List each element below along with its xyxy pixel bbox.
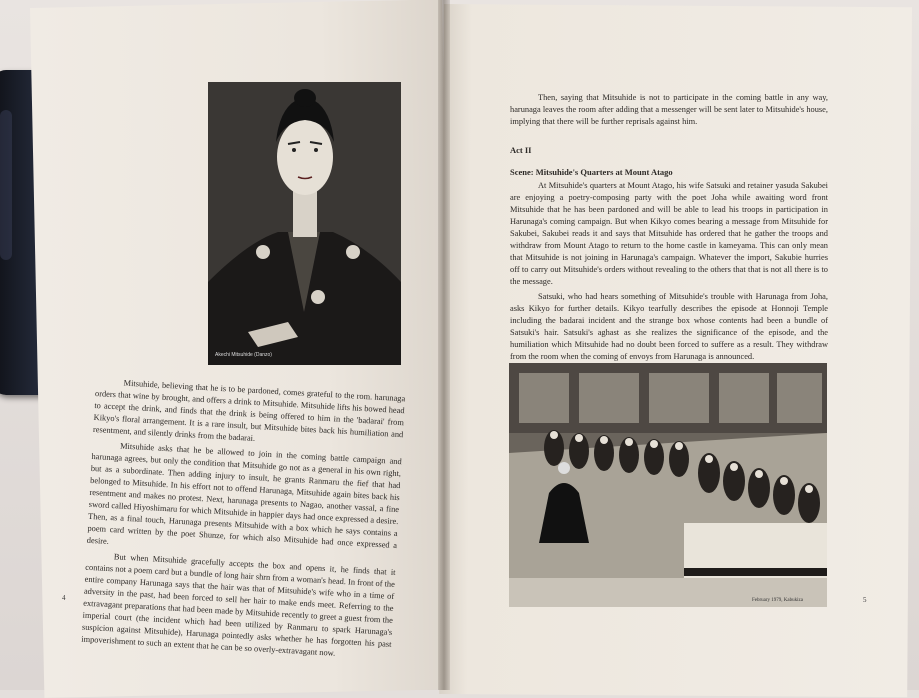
right-page-text	[510, 180, 828, 366]
left-page-number: 4	[62, 594, 66, 602]
book-gutter	[438, 0, 450, 690]
portrait-caption: Akechi Mitsuhide (Danzo)	[215, 352, 272, 358]
right-page-number: 5	[863, 596, 867, 604]
actor-portrait-photo	[208, 82, 401, 365]
left-paragraph: But when Mitsuhide gracefully accepts the box and opens it, he finds that it contains not a poem card but a bundle of long hair shrn from a woman's head. In front of the entire company Harunaga says that the hair was that of Mitsuhide's wife who in a time of adversity in the past, had been forced to sell her hair to make ends meet. Referring to the extravagant preparations that had been made by Mitsuhide recently to greet a guest from the imperial court (the incident which had been utilized by Ranmaru to spark Harunaga's suspicion against Mitsuhide), Harunaga pointedly asks whether he has forgotten his past impoverishment to such an extent that he can be so overly-extravagant now.	[81, 552, 396, 658]
act-heading: Act II	[510, 145, 532, 155]
right-intro-text	[510, 92, 828, 131]
left-page-text	[81, 376, 406, 666]
left-paragraph: Mitsuhide, believing that he is to be pardoned, comes grateful to the rom. harunaga orders that wine by brought, and offers a drink to Mitsuhide. Mitsuhide lifts his bowed head to accept the drink, and finds that the drink is being offered to him in the 'badarai' from Kikyo's floral arrangement. It is a rare insult, but Mitsuhide bites back his humiliation and resentment, and silently drinks from the badarai.	[92, 378, 406, 443]
stage-photo-caption: February 1979, Kabukiza	[752, 598, 803, 603]
right-paragraph: Satsuki, who had hears something of Mitsuhide's trouble with Harunaga from Joha, asks Kikyo for further details. Kikyo tearfully describes the episode at Honnoji Temple including the badarai incident and the strange box whose contents had been a bundle of Satsuki's hair. Satsuki's aghast as she realizes the significance of the episode, and the humiliation which Mitsuhide had no doubt been forced to suffere as a result. They withdraw from the room when the coming of envoys from Harunaga is announced.	[510, 292, 828, 361]
scene-heading: Scene: Mitsuhide's Quarters at Mount Atago	[510, 167, 673, 177]
stage-scene-photo	[509, 363, 827, 607]
left-paragraph: Mitsuhide asks that he be allowed to join in the coming battle campaign and harunaga agrees, but only the condition that Mitsuhide go not as a general in his own right, but as a subordinate. Then adding injury to insult, he grants Ranmaru the fief that had belonged to Mitsuhide. In his effort not to offend Harunaga, Mitsuhide again bites back his resentment and makes no protest. Next, harunaga presents to Nagao, another vassal, a fine sword called Hiyoshimaru for which Mitsuhide in happier days had once expressed a desire. Then, as a final touch, Harunaga presents Mitsuhide with a box which he says contains a poem card written by the poet Shunze, for which also Mitsuhide had once expressed a desire.	[86, 441, 402, 551]
intro-paragraph: Then, saying that Mitsuhide is not to participate in the coming battle in any way, harunaga leaves the room after adding that a messenger will be sent later to Mitsuhide's house, implying that there will be further reprisals against him.	[510, 93, 828, 126]
right-paragraph: At Mitsuhide's quarters at Mount Atago, his wife Satsuki and retainer yasuda Sakubei are enjoying a poetry-composing party with the poet Joha while awaiting word front Mitsuhide that he has been pardoned and will be able to lead his troops in participation in Harunaga's coming campaign. But when Kikyo comes bearing a message from Mitsuhide for Sakubei, Sakubei reads it and says that Mitsuhide has ordered that he gather the troops and withdraw from Mount Atago to return to the home castle in kameyama. This can only mean that Mitsuhide is not joining in Harunaga's campaign. Whatever the import, Sakubie hurries off to carry out Mitsuhide's orders without revealing to the others that that is not all there is to the message.	[510, 181, 828, 286]
